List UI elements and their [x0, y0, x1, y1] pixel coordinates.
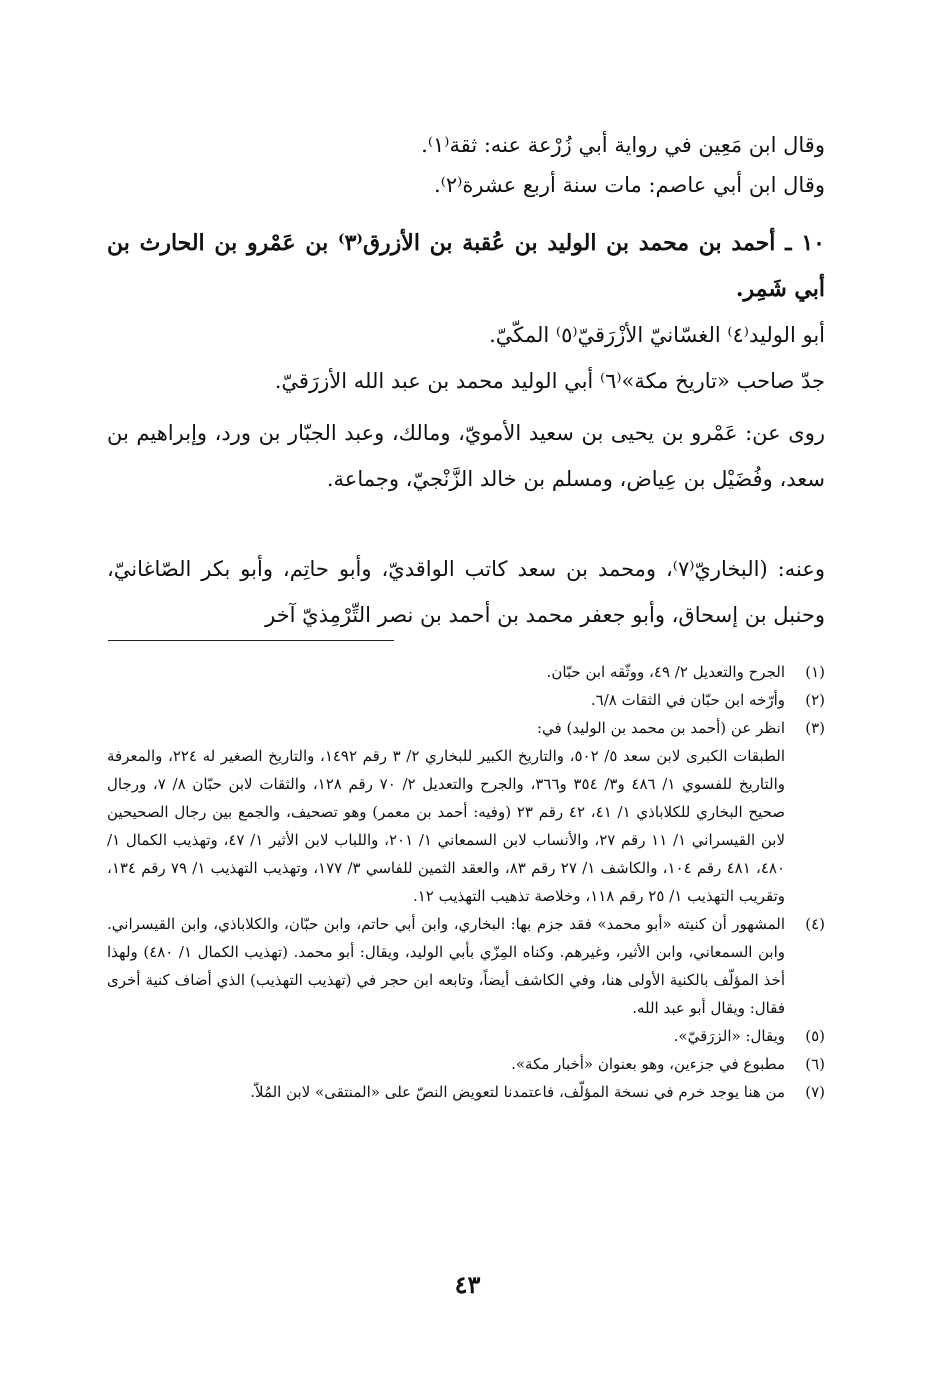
- footnote: [107, 910, 825, 1022]
- paragraph-narrated-from: روى عن: عَمْرو بن يحيى بن سعيد الأمويّ، ومالك، وعبد الجبّار بن ورد، وإبراهيم بن سعد، وفُضَيْل بن عِياض، ومسلم بن خالد الزَّنْجيّ، وجماعة.: [107, 421, 825, 491]
- footnote: [107, 714, 825, 742]
- footnote-text: المشهور أن كنيته «أبو محمد» فقد جزم بها: البخاري، وابن أبي حاتم، وابن حبّان، والكلاباذي، وابن القيسراني. وابن السمعاني، وابن الأثير، وغيرهم. وكناه المِزّي بأبي الوليد، ويقال: أبو محمد. (تهذيب الكمال ١/ ٤٨٠) ولهذا أخذ المؤلّف بالكنية الأولى هنا، وفي الكاشف أيضاً، وتابعه ابن حجر في (تهذيب التهذيب) الذي أضاف كنية أخرى فقال: ويقال أبو عبد الله.: [107, 915, 785, 1017]
- footnote-number: (٦): [805, 1055, 825, 1073]
- footnote-number: (١): [805, 663, 825, 681]
- footnote-text: ويقال: «الزرَقيّ».: [673, 1027, 785, 1045]
- footnote-number: (٢): [805, 691, 825, 709]
- footnote: [107, 742, 825, 910]
- footnote: [107, 1050, 825, 1078]
- footnote: [107, 1022, 825, 1050]
- footnote-text: مطبوع في جزءين، وهو بعنوان «أخبار مكة».: [511, 1055, 785, 1073]
- footnote-separator: [108, 640, 394, 641]
- footnote-text: انظر عن (أحمد بن محمد بن الوليد) في:: [537, 719, 785, 737]
- footnote: [107, 686, 825, 714]
- paragraph-ibn-abi-asim: وقال ابن أبي عاصم: مات سنة أربع عشرة⁽٢⁾.: [434, 173, 825, 197]
- footnote-number: (٤): [805, 915, 825, 933]
- footnote: [107, 658, 825, 686]
- footnote-text: وأرّخه ابن حبّان في الثقات ٦/٨.: [590, 691, 785, 709]
- footnote-number: [785, 742, 825, 910]
- paragraph-kunya: أبو الوليد⁽٤⁾ الغسّانيّ الأزْرَقيّ⁽٥⁾ المكّيّ.: [489, 323, 825, 347]
- footnote-text: الطبقات الكبرى لابن سعد ٥/ ٥٠٢، والتاريخ الكبير للبخاري ٢/ ٣ رقم ١٤٩٢، والتاريخ الصغير له ٢٢٤، والمعرفة والتاريخ للفسوي ١/ ٤٨٦ و٣/ ٣٥٤ و٣٦٦، والجرح والتعديل ٢/ ٧٠ رقم ١٢٨، والثقات لابن حبّان ٨/ ٧، ورجال صحيح البخاري للكلاباذي ١/ ٤١، ٤٢ رقم ٢٣ (وفيه: أحمد بن معمر) وهو تصحيف، والجمع بين رجال الصحيحين لابن القيسراني ١/ ١١ رقم ٢٧، والأنساب لابن السمعاني ١/ ٢٠١، واللباب لابن الأثير ١/ ٤٧، وتهذيب الكمال ١/ ٤٨٠، ٤٨١ رقم ١٠٤، والكاشف ١/ ٢٧ رقم ٨٣، والعقد الثمين للفاسي ٣/ ١٧٧، وتهذيب التهذيب ١/ ٧٩ رقم ١٣٤، وتقريب التهذيب ١/ ٢٥ رقم ١١٨، وخلاصة تذهيب التهذيب ١٢.: [107, 747, 786, 905]
- footnote-number: (٥): [805, 1027, 825, 1045]
- paragraph-grandfather: جدّ صاحب «تاريخ مكة»⁽٦⁾ أبي الوليد محمد بن عبد الله الأزرَقيّ.: [274, 369, 825, 393]
- footnote: [107, 1078, 825, 1106]
- footnote-number: (٣): [805, 719, 825, 737]
- page-number: ٤٣: [454, 1270, 481, 1299]
- footnotes: [107, 658, 825, 1106]
- entry-heading: ١٠ ـ أحمد بن محمد بن الوليد بن عُقبة بن الأزرق⁽٣⁾ بن عَمْرو بن الحارث بن أبي شَمِر.: [107, 230, 825, 302]
- paragraph-ibn-main: وقال ابن مَعِين في رواية أبي زُرْعة عنه: ثقة⁽١⁾.: [421, 133, 825, 157]
- footnote-text: من هنا يوجد خرم في نسخة المؤلّف، فاعتمدنا لتعويض النصّ على «المنتقى» لابن المُلاّ.: [250, 1083, 785, 1101]
- footnote-number: (٧): [805, 1083, 825, 1101]
- footnote-text: الجرح والتعديل ٢/ ٤٩، ووثّقه ابن حبّان.: [546, 663, 785, 681]
- paragraph-narrated-by: وعنه: (البخاريّ⁽٧⁾، ومحمد بن سعد كاتب الواقديّ، وأبو حاتِم، وأبو بكر الصّاغانيّ، وحنبل بن إسحاق، وأبو جعفر محمد بن أحمد بن نصر التِّرْمِذيّ آخر: [107, 557, 825, 627]
